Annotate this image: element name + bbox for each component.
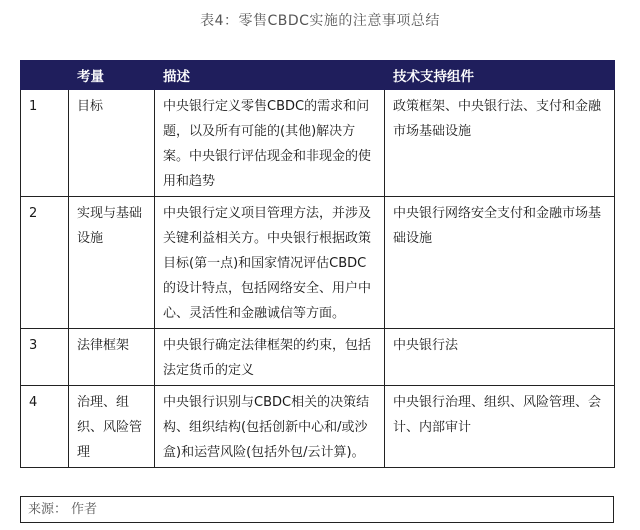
- row-number: 3: [21, 329, 69, 386]
- source-label: 来源: [28, 502, 55, 517]
- row-description: 中央银行定义零售CBDC的需求和问题，以及所有可能的(其他)解决方案。中央银行评估现金和非现金的使用和趋势: [155, 90, 385, 197]
- header-tech-components: 技术支持组件: [385, 61, 615, 90]
- source-note: [20, 496, 614, 523]
- row-tech-components: 中央银行网络安全支付和金融市场基础设施: [385, 197, 615, 329]
- row-tech-components: 中央银行法: [385, 329, 615, 386]
- row-description: 中央银行定义项目管理方法，并涉及关键利益相关方。中央银行根据政策目标(第一点)和国家情况评估CBDC的设计特点，包括网络安全、用户中心、灵活性和金融诚信等方面。: [155, 197, 385, 329]
- table-row: [21, 197, 615, 329]
- considerations-table: [20, 60, 615, 468]
- table-caption: 表4：零售CBDC实施的注意事项总结: [200, 13, 440, 29]
- header-consideration: 考量: [69, 61, 155, 90]
- row-number: 1: [21, 90, 69, 197]
- table-row: [21, 329, 615, 386]
- row-consideration: 目标: [69, 90, 155, 197]
- row-tech-components: 政策框架、中央银行法、支付和金融市场基础设施: [385, 90, 615, 197]
- row-consideration: 治理、组织、风险管理: [69, 386, 155, 468]
- row-consideration: 实现与基础设施: [69, 197, 155, 329]
- row-consideration: 法律框架: [69, 329, 155, 386]
- header-description: 描述: [155, 61, 385, 90]
- table-header-row: [21, 61, 615, 90]
- row-number: 2: [21, 197, 69, 329]
- row-description: 中央银行确定法律框架的约束，包括法定货币的定义: [155, 329, 385, 386]
- row-tech-components: 中央银行治理、组织、风险管理、会计、内部审计: [385, 386, 615, 468]
- table-row: [21, 386, 615, 468]
- source-colon: ：: [54, 502, 68, 517]
- header-number: [21, 61, 69, 90]
- row-number: 4: [21, 386, 69, 468]
- source-value: 作者: [71, 502, 98, 517]
- row-description: 中央银行识别与CBDC相关的决策结构、组织结构(包括创新中心和/或沙盒)和运营风险(包括外包/云计算)。: [155, 386, 385, 468]
- table-row: [21, 90, 615, 197]
